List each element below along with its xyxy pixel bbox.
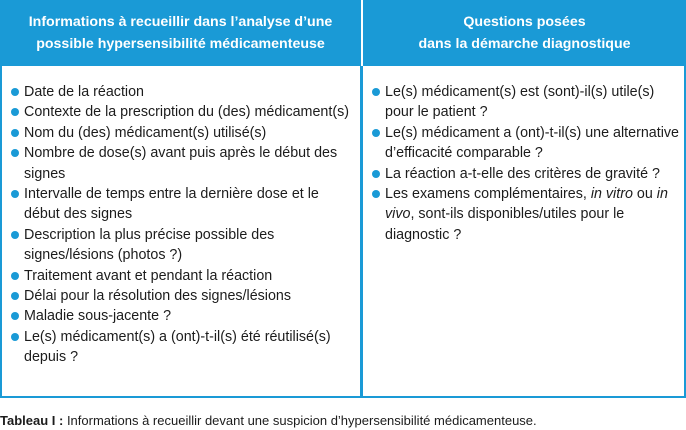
right-list xyxy=(371,82,681,245)
bullet-icon xyxy=(11,333,19,341)
list-item: Les examens complémentaires, in vitro ou in vivo, sont-ils disponibles/utiles pour le diagnostic ? xyxy=(371,184,681,245)
bullet-icon xyxy=(372,170,380,178)
bullet-icon xyxy=(372,88,380,96)
bullet-icon xyxy=(372,190,380,198)
bullet-icon xyxy=(372,129,380,137)
list-item: Délai pour la résolution des signes/lésions xyxy=(10,286,355,306)
header-right-line-2: dans la démarche diagnostique xyxy=(418,36,631,52)
bullet-icon xyxy=(11,312,19,320)
list-item: Date de la réaction xyxy=(10,82,355,102)
bullet-icon xyxy=(11,272,19,280)
list-item: Contexte de la prescription du (des) médicament(s) xyxy=(10,102,355,122)
list-item: Description la plus précise possible des signes/lésions (photos ?) xyxy=(10,225,355,266)
header-right-line-1: Questions posées xyxy=(463,14,586,30)
table-caption xyxy=(0,413,537,428)
list-item: Le(s) médicament(s) est (sont)-il(s) utile(s) pour le patient ? xyxy=(371,82,681,123)
bullet-icon xyxy=(11,129,19,137)
list-item: Nom du (des) médicament(s) utilisé(s) xyxy=(10,123,355,143)
bullet-icon xyxy=(11,292,19,300)
header-left xyxy=(0,0,361,66)
list-item: Maladie sous-jacente ? xyxy=(10,306,355,326)
caption-text: Informations à recueillir devant une suspicion d’hypersensibilité médicamenteuse. xyxy=(63,413,537,428)
header-left-line-1: Informations à recueillir dans l’analyse d’une xyxy=(28,14,333,30)
list-item: Le(s) médicament a (ont)-t-il(s) une alternative d’efficacité comparable ? xyxy=(371,123,681,164)
list-item: Intervalle de temps entre la dernière dose et le début des signes xyxy=(10,184,355,225)
bullet-icon xyxy=(11,88,19,96)
caption-label: Tableau I : xyxy=(0,413,64,428)
list-item: Traitement avant et pendant la réaction xyxy=(10,266,355,286)
left-column xyxy=(0,66,362,398)
bullet-icon xyxy=(11,149,19,157)
bullet-icon xyxy=(11,108,19,116)
bullet-icon xyxy=(11,190,19,198)
list-item: Le(s) médicament(s) a (ont)-t-il(s) été réutilisé(s) depuis ? xyxy=(10,327,355,368)
list-item: Nombre de dose(s) avant puis après le début des signes xyxy=(10,143,355,184)
bullet-icon xyxy=(11,231,19,239)
right-column xyxy=(361,66,686,398)
header-right xyxy=(363,0,686,66)
left-list xyxy=(10,82,355,368)
list-item: La réaction a-t-elle des critères de gravité ? xyxy=(371,164,681,184)
header-left-line-2: possible hypersensibilité médicamenteuse xyxy=(36,36,325,52)
